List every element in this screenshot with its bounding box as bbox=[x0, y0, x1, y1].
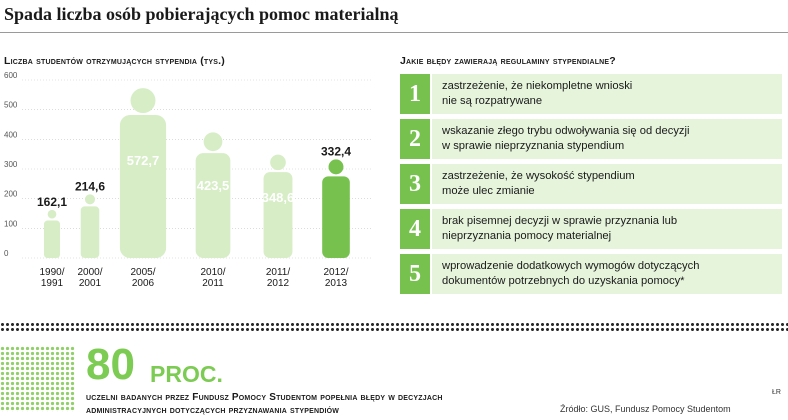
x-tick-label: 2011 bbox=[202, 278, 224, 289]
error-item-3 bbox=[400, 164, 785, 204]
error-text-line: nieprzyznania pomocy materialnej bbox=[442, 229, 612, 242]
error-text-line: wprowadzenie dodatkowych wymogów dotyczących bbox=[442, 260, 700, 272]
x-tick-label: 2001 bbox=[78, 278, 102, 289]
error-text-box bbox=[432, 119, 782, 159]
data-label: 572,7 bbox=[126, 153, 160, 169]
bar bbox=[261, 172, 295, 258]
x-tick-label: 1991 bbox=[40, 278, 64, 289]
error-text-box bbox=[432, 254, 782, 294]
y-tick-label: 300 bbox=[4, 160, 18, 169]
source-note: Źródło: GUS, Fundusz Pomocy Studentom bbox=[560, 404, 731, 414]
figure-head bbox=[131, 88, 156, 113]
y-tick-label: 500 bbox=[4, 100, 18, 110]
scholarship-bar-chart bbox=[0, 68, 380, 298]
errors-list bbox=[400, 74, 785, 299]
infographic-title: Spada liczba osób pobierających pomoc materialną bbox=[4, 4, 399, 24]
y-tick-label: 200 bbox=[4, 189, 18, 199]
author-initials: ŁR bbox=[772, 389, 781, 396]
error-number: 3 bbox=[400, 164, 430, 204]
figure-head bbox=[48, 210, 57, 219]
bar bbox=[44, 221, 60, 258]
error-text-line: dokumentów potrzebnych do uzyskania pomocy* bbox=[442, 274, 685, 287]
stat-line: administracyjnych dotyczących przyznawania stypendiów bbox=[86, 405, 340, 416]
error-item-5 bbox=[400, 254, 785, 294]
x-tick-label: 2006 bbox=[131, 278, 155, 289]
stat-unit: PROC. bbox=[150, 361, 223, 387]
x-tick-label: 2011/ bbox=[265, 267, 291, 278]
green-dot-pattern bbox=[0, 346, 75, 412]
bar bbox=[120, 115, 166, 258]
bar-figure bbox=[322, 159, 350, 258]
bar-figure bbox=[261, 155, 295, 258]
x-tick-label: 2012 bbox=[266, 278, 290, 289]
bar-figure bbox=[44, 210, 60, 258]
error-text-line: zastrzeżenie, że niekompletne wnioski bbox=[442, 80, 633, 92]
title-divider bbox=[0, 32, 788, 33]
x-tick-label: 2012/ bbox=[323, 267, 349, 278]
bar-figure bbox=[120, 88, 166, 258]
figure-head bbox=[85, 194, 95, 204]
figure-head bbox=[204, 132, 223, 151]
stat-number: 80 bbox=[86, 340, 135, 389]
error-text-box bbox=[432, 164, 782, 204]
y-tick-label: 600 bbox=[4, 71, 18, 80]
error-text-line: zastrzeżenie, że wysokość stypendium bbox=[442, 170, 635, 182]
chart-title: Liczba studentów otrzymujących stypendia (tys.) bbox=[4, 55, 225, 67]
figure-head bbox=[270, 155, 286, 171]
error-number: 5 bbox=[400, 254, 430, 294]
y-tick-label: 0 bbox=[4, 249, 9, 258]
error-number: 2 bbox=[400, 119, 430, 159]
error-text-line: w sprawie nieprzyznania stypendium bbox=[442, 139, 625, 152]
error-item-2 bbox=[400, 119, 785, 159]
error-text-line: wskazanie złego trybu odwoływania się od decyzji bbox=[442, 125, 690, 137]
y-tick-label: 400 bbox=[4, 130, 18, 140]
data-label: 332,4 bbox=[320, 144, 352, 159]
stat-line: uczelni badanych przez Fundusz Pomocy Studentom popełnia błędy w decyzjach bbox=[86, 392, 443, 403]
data-label: 348,6 bbox=[261, 190, 295, 206]
error-text-box bbox=[432, 74, 782, 114]
errors-heading: Jakie błędy zawierają regulaminy stypendialne? bbox=[400, 55, 616, 67]
x-tick-label: 2013 bbox=[324, 278, 348, 289]
data-label: 423,5 bbox=[196, 177, 230, 193]
x-tick-label: 2000/ bbox=[77, 267, 103, 278]
error-text-line: może ulec zmianie bbox=[442, 184, 535, 197]
error-item-4 bbox=[400, 209, 785, 249]
y-tick-label: 100 bbox=[4, 219, 18, 229]
bar bbox=[322, 176, 350, 258]
error-number: 1 bbox=[400, 74, 430, 114]
bar-figure bbox=[81, 194, 100, 258]
error-text-box bbox=[432, 209, 782, 249]
figure-head bbox=[329, 159, 344, 174]
bar-figure bbox=[196, 132, 231, 258]
x-tick-label: 2010/ bbox=[200, 267, 226, 278]
error-text-line: nie są rozpatrywane bbox=[442, 94, 543, 107]
error-number: 4 bbox=[400, 209, 430, 249]
error-text-line: brak pisemnej decyzji w sprawie przyznania lub bbox=[442, 215, 678, 227]
dotted-divider bbox=[0, 322, 788, 333]
data-label: 162,1 bbox=[36, 194, 68, 209]
data-label: 214,6 bbox=[74, 179, 106, 194]
bar bbox=[196, 153, 231, 258]
x-tick-label: 2005/ bbox=[130, 267, 156, 278]
stat-description bbox=[86, 391, 556, 417]
x-tick-label: 1990/ bbox=[39, 267, 65, 278]
bar bbox=[81, 206, 100, 258]
error-item-1 bbox=[400, 74, 785, 114]
